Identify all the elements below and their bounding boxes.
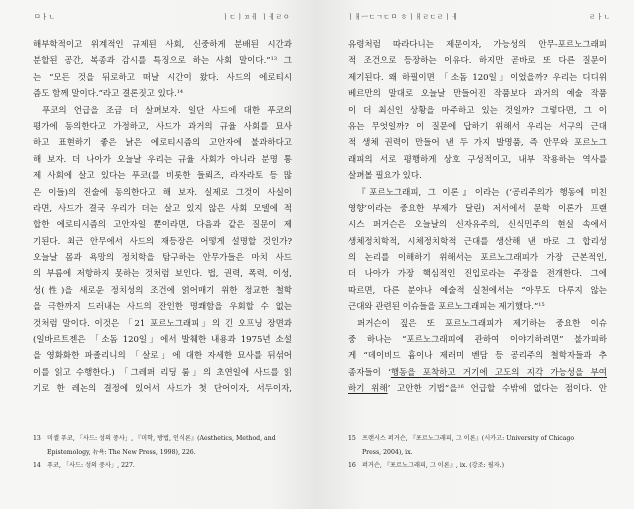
- footnote-text: 퍼거슨, 『포르노그래피, 그 이론』, ix. (강조: 필자.): [362, 462, 505, 469]
- body-line: [33, 53, 292, 69]
- body-line: 평가에 동의한다고 가정하고, 사드가 과거의 규율 사회를 묘사: [33, 121, 292, 132]
- body-line: 하고 표현하기 좋은 낡은 에로티시즘의 고안자에 불과하다고: [33, 138, 292, 149]
- body-line: 베르만의 말대로 오늘날 만들어진 작품보다 과거의 예술 작품: [348, 89, 607, 100]
- body-line: 해부학적이고 위계적인 규제된 사회, 신중하게 분배된 시간과: [33, 40, 292, 50]
- body-line: 살펴볼 필요가 있다.: [348, 171, 422, 182]
- left-footnotes: [33, 432, 295, 473]
- body-line: 적 생체 권력이 만들어 낸 두 가지 발명품, 즉 안무와 포르노그: [348, 138, 607, 149]
- body-text: 즘도 함께 말이다.”라고 결론짓고 있다.: [33, 89, 177, 100]
- body-text: 근대와 관련된 이슈들을 포르노그래피는 제기했다.”: [348, 302, 539, 313]
- footnote-reference: 14: [176, 89, 184, 96]
- body-line: 을 영화화한 파졸리니의 「살로」에 대한 자세한 묘사를 뒤섞어: [33, 351, 292, 362]
- footnote-reference: 15: [538, 302, 545, 309]
- left-running-title: ㅣㄷㅣㅍㅔ ㅣㅔㄹㅇ: [222, 13, 291, 21]
- body-text: 분할된 공간, 복종과 감시를 특징으로 하는 사회 말이다.”: [33, 56, 271, 67]
- body-line: 퍼거슨이 짚은 또 포르노그래피가 제기하는 중요한 이슈: [357, 318, 607, 329]
- body-text: 종자들이 ‘: [348, 367, 391, 378]
- body-line: [348, 365, 607, 381]
- right-footnotes: [348, 432, 610, 473]
- footnote: [348, 459, 610, 473]
- footnote-number: 13: [33, 435, 41, 442]
- body-line: 시스 퍼거슨은 오늘날의 신자유주의, 신식민주의 현실 속에서: [348, 220, 607, 231]
- right-page: [317, 0, 634, 509]
- body-line: 해 보자. 더 나아가 오늘날 우리는 규율 사회가 아니라 분명 통: [33, 154, 292, 165]
- right-folio: ㄹㅏㄴ: [589, 13, 611, 21]
- footnote: [348, 432, 610, 459]
- body-line: 제 사회에 살고 있다는 푸코(를 비롯한 들뢰즈, 라자라토 등 많: [33, 171, 292, 182]
- body-line: 적 조건으로 등장하는 이유다. 하지만 곧바로 또 다른 질문이: [348, 56, 607, 67]
- footnote-text: 미셸 푸코, 「사드: 성의 중사」, 『미학, 방법, 인식론』(Aesthetics, Method, and: [47, 435, 276, 442]
- footnote-text: 푸코, 「사드: 성의 중사」, 227.: [47, 462, 135, 469]
- footnote-text: Epistemology, 뉴욕: The New Press, 1998), 226.: [47, 448, 196, 456]
- body-line: (일바르트젠은 「소돔 120일」에서 발췌한 내용과 1975년 소설: [33, 335, 292, 346]
- footnote-number: 14: [33, 462, 41, 469]
- body-line: 제기된다. 왜 하필이면 「소돔 120일」이었을까? 우리는 디디위: [348, 72, 607, 83]
- body-line: 유령처럼 따라다니는 제문이자, 가능성의 안무-포르노그래피: [348, 40, 607, 50]
- body-line: 영향’이라는 중요한 부제가 달린) 저서에서 문학 이론가 프랜: [348, 203, 607, 214]
- body-line: 이 더 최신인 상황을 마주하고 있는 것일까? 그렇다면, 그 이: [348, 105, 607, 116]
- footnote-text: 프랜시스 퍼거슨, 『포르노그래피, 그 이론』(시카고: University of Chicago: [362, 435, 575, 442]
- body-line: [348, 299, 607, 315]
- body-line: 기된다. 최근 안무에서 사드의 재등장은 어떻게 설명할 것인가?: [33, 236, 292, 247]
- body-line: 은 이들)의 진술에 동의한다고 해 보자. 실제로 그것이 사실이: [33, 187, 292, 198]
- footnote: [33, 459, 295, 473]
- left-body-text: [33, 37, 292, 398]
- body-text: 언급할 수밖에 없다는 점이다. 안: [463, 384, 608, 395]
- body-text: ’ 고안한 기법”을: [387, 384, 458, 395]
- body-text: 그: [277, 56, 292, 67]
- body-line: 의 논리를 이해하기 위해서는 포르노그래피가 가장 근본적인,: [348, 253, 607, 264]
- right-running-title: ㅣㅐㅡㄷㄱㄷㅁ ㅎㅣㅐㄹㄷㄹㅣㅔ: [347, 13, 459, 21]
- underlined-emphasis: 하기 위해: [348, 384, 388, 395]
- body-line: 래피의 서로 평행하게 상호 구성적이고, 내부 작용하는 역사를: [348, 154, 607, 165]
- body-line: 것처럼 말이다. 이것은 「21 포르노그래피」의 긴 오프닝 장면과: [33, 318, 292, 329]
- body-line: 중 하나는 “포르노그래피에 관하여 이야기하려면” 불가피하: [348, 335, 607, 346]
- body-line: 기로 한 레논의 결정에 있어서 사드가 첫 단어이자, 서두이자,: [33, 384, 292, 395]
- body-line: 성(性)을 새로운 정치성의 조건에 얽어매기 위한 정교한 철학: [33, 285, 292, 296]
- body-line: 푸코의 언급을 조금 더 살펴보자. 일단 사드에 대한 푸코의: [42, 105, 292, 116]
- footnote: [33, 432, 295, 459]
- left-folio: ㅁㅏㄴ: [34, 13, 56, 21]
- body-line: 을 극한까지 드러내는 사드의 잔인한 명쾌함을 우회할 수 없는: [33, 302, 292, 313]
- footnote-reference: 13: [270, 56, 278, 63]
- footnote-number: 16: [348, 462, 356, 469]
- body-line: 합한 에로티시즘의 고안자일 뿐이라면, 다음과 같은 질문이 제: [33, 220, 292, 231]
- body-line: 게 “데이비드 흄이나 제러미 벤담 등 공리주의 철학자들과 추: [348, 351, 607, 362]
- body-line: 『포르노그래피, 그 이론』이라는 (‘공리주의가 행동에 미친: [357, 187, 607, 198]
- body-line: 오늘날 몸과 욕망의 정치학을 탐구하는 안무가들은 마치 사드: [33, 253, 292, 264]
- footnote-text: Press, 2004), ix.: [362, 448, 413, 456]
- body-line: 는 “모든 것을 뒤로하고 떠날 시간이 왔다. 사드의 에로티시: [33, 72, 292, 83]
- body-line: 이를 읽고 수행한다.) 「그레퍼 리딩 룸」의 초연일에 사드를 읽: [33, 367, 292, 378]
- body-line: 더 나아가 가장 핵심적인 진입로라는 주장을 전개한다. 그에: [348, 269, 607, 280]
- body-line: [33, 86, 292, 102]
- underlined-emphasis: 행동을 포착하고 거기에 고도의 지각 가능성을 부여: [390, 367, 607, 378]
- body-line: [348, 381, 607, 397]
- body-line: 유는 무엇일까? 이 질문에 답하기 위해서 우리는 서구의 근대: [348, 121, 607, 132]
- footnote-reference: 16: [457, 384, 464, 391]
- footnote-number: 15: [348, 435, 356, 442]
- right-body-text: [348, 37, 607, 398]
- body-line: 의 부름에 저항하지 못하는 것처럼 보인다. 법, 권력, 폭력, 이성,: [33, 269, 292, 280]
- body-line: 따르면, 다른 분야나 예술적 실천에서는 “아무도 다루지 않는: [348, 285, 607, 296]
- body-line: 라면, 사드가 결국 우리가 더는 살고 있지 않은 사회 모델에 적: [33, 203, 292, 214]
- body-line: 생체정치학적, 시체정치학적 근대를 생산해 낸 바로 그 합리성: [348, 236, 607, 247]
